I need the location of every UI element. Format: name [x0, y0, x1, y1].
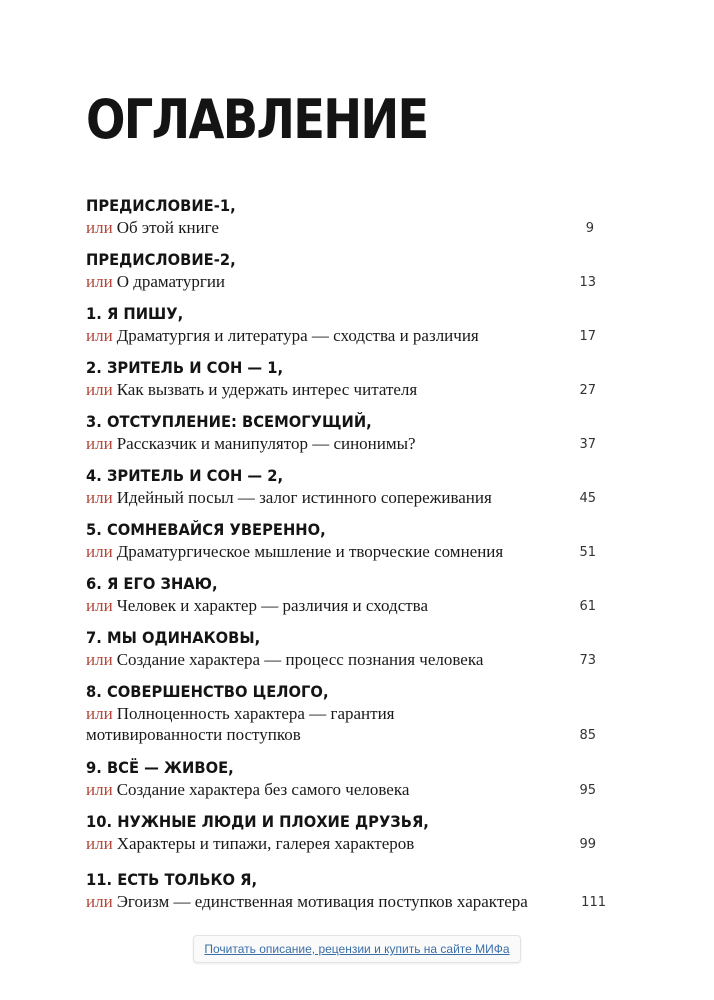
toc-entry-heading: 9. ВСЁ — ЖИВОЕ, — [86, 758, 234, 777]
toc-entry-subtitle-line — [86, 271, 556, 292]
toc-entry-page: 61 — [579, 599, 596, 614]
toc-entry-subtitle: Создание характера без самого человека — [116, 780, 410, 799]
toc-entry-page: 73 — [579, 653, 596, 668]
toc-entry-subtitle: Полноценность характера — гарантия мотивированности поступков — [86, 704, 395, 744]
toc-entry — [86, 810, 606, 868]
toc-entry-heading: 7. МЫ ОДИНАКОВЫ, — [86, 628, 261, 647]
toc-entry-or: или — [86, 650, 113, 669]
toc-entry-page: 111 — [581, 895, 606, 910]
toc-entry-subtitle-line — [86, 325, 556, 346]
toc-entry-subtitle-line — [86, 703, 446, 745]
toc-entry-page: 37 — [579, 437, 596, 452]
toc-entry-subtitle: Идейный посыл — залог истинного сопереживания — [116, 488, 492, 507]
toc-entry-heading: ПРЕДИСЛОВИЕ-2, — [86, 250, 236, 269]
toc-entry-or: или — [86, 596, 113, 615]
toc-entry-heading: 11. ЕСТЬ ТОЛЬКО Я, — [86, 870, 258, 889]
toc-entry-page: 9 — [585, 221, 594, 236]
mif-link-box — [193, 935, 521, 963]
toc-entry-page: 45 — [579, 491, 596, 506]
toc-entry — [86, 194, 606, 248]
toc-entry-or: или — [86, 542, 113, 561]
toc-entry-heading: 6. Я ЕГО ЗНАЮ, — [86, 574, 218, 593]
table-of-contents — [86, 194, 606, 922]
toc-entry — [86, 626, 606, 680]
toc-entry-or: или — [86, 272, 113, 291]
toc-entry-or: или — [86, 892, 113, 911]
toc-entry — [86, 464, 606, 518]
toc-entry — [86, 248, 606, 302]
toc-entry-subtitle-line — [86, 541, 556, 562]
toc-entry-page: 99 — [579, 837, 596, 852]
toc-entry-heading: 2. ЗРИТЕЛЬ И СОН — 1, — [86, 358, 284, 377]
toc-entry-page: 85 — [579, 728, 596, 743]
toc-entry — [86, 868, 606, 922]
toc-entry — [86, 572, 606, 626]
page-title: ОГЛАВЛЕНИЕ — [86, 88, 428, 151]
toc-entry-or: или — [86, 780, 113, 799]
toc-entry-or: или — [86, 380, 113, 399]
toc-entry — [86, 410, 606, 464]
toc-entry-subtitle: Эгоизм — единственная мотивация поступков характера — [116, 892, 528, 911]
toc-entry-subtitle-line — [86, 891, 566, 912]
toc-entry-or: или — [86, 326, 113, 345]
toc-entry-page: 95 — [579, 783, 596, 798]
toc-entry-subtitle: Создание характера — процесс познания человека — [116, 650, 484, 669]
toc-entry-subtitle-line — [86, 217, 556, 238]
toc-entry-subtitle: Об этой книге — [116, 218, 219, 237]
toc-entry — [86, 756, 606, 810]
mif-site-link[interactable]: Почитать описание, рецензии и купить на сайте МИФа — [204, 942, 510, 956]
toc-entry-page: 27 — [579, 383, 596, 398]
toc-entry-subtitle-line — [86, 487, 556, 508]
toc-entry-subtitle-line — [86, 779, 556, 800]
toc-entry — [86, 680, 606, 756]
toc-entry-subtitle: Драматургия и литература — сходства и различия — [116, 326, 479, 345]
toc-entry-subtitle-line — [86, 379, 556, 400]
toc-entry-subtitle: Как вызвать и удержать интерес читателя — [116, 380, 418, 399]
toc-entry — [86, 518, 606, 572]
toc-entry-subtitle-line — [86, 595, 556, 616]
toc-entry — [86, 302, 606, 356]
toc-entry-heading: ПРЕДИСЛОВИЕ-1, — [86, 196, 236, 215]
toc-entry-heading: 3. ОТСТУПЛЕНИЕ: ВСЕМОГУЩИЙ, — [86, 412, 372, 431]
toc-entry-or: или — [86, 704, 113, 723]
toc-entry-or: или — [86, 434, 113, 453]
toc-entry-subtitle-line — [86, 433, 556, 454]
toc-entry-page: 51 — [579, 545, 596, 560]
toc-entry-or: или — [86, 834, 113, 853]
toc-entry-or: или — [86, 218, 113, 237]
toc-entry-subtitle-line — [86, 833, 556, 854]
toc-entry-subtitle-line — [86, 649, 556, 670]
toc-entry-heading: 10. НУЖНЫЕ ЛЮДИ И ПЛОХИЕ ДРУЗЬЯ, — [86, 812, 429, 831]
toc-entry-subtitle: Характеры и типажи, галерея характеров — [116, 834, 415, 853]
toc-entry-subtitle: О драматургии — [116, 272, 226, 291]
toc-entry-or: или — [86, 488, 113, 507]
toc-entry-subtitle: Человек и характер — различия и сходства — [116, 596, 429, 615]
toc-entry-heading: 4. ЗРИТЕЛЬ И СОН — 2, — [86, 466, 284, 485]
toc-entry-heading: 8. СОВЕРШЕНСТВО ЦЕЛОГО, — [86, 682, 329, 701]
toc-entry-heading: 5. СОМНЕВАЙСЯ УВЕРЕННО, — [86, 520, 326, 539]
toc-entry-subtitle: Драматургическое мышление и творческие сомнения — [116, 542, 504, 561]
toc-entry-page: 17 — [579, 329, 596, 344]
toc-entry — [86, 356, 606, 410]
toc-entry-page: 13 — [579, 275, 596, 290]
toc-entry-subtitle: Рассказчик и манипулятор — синонимы? — [116, 434, 416, 453]
toc-entry-heading: 1. Я ПИШУ, — [86, 304, 184, 323]
